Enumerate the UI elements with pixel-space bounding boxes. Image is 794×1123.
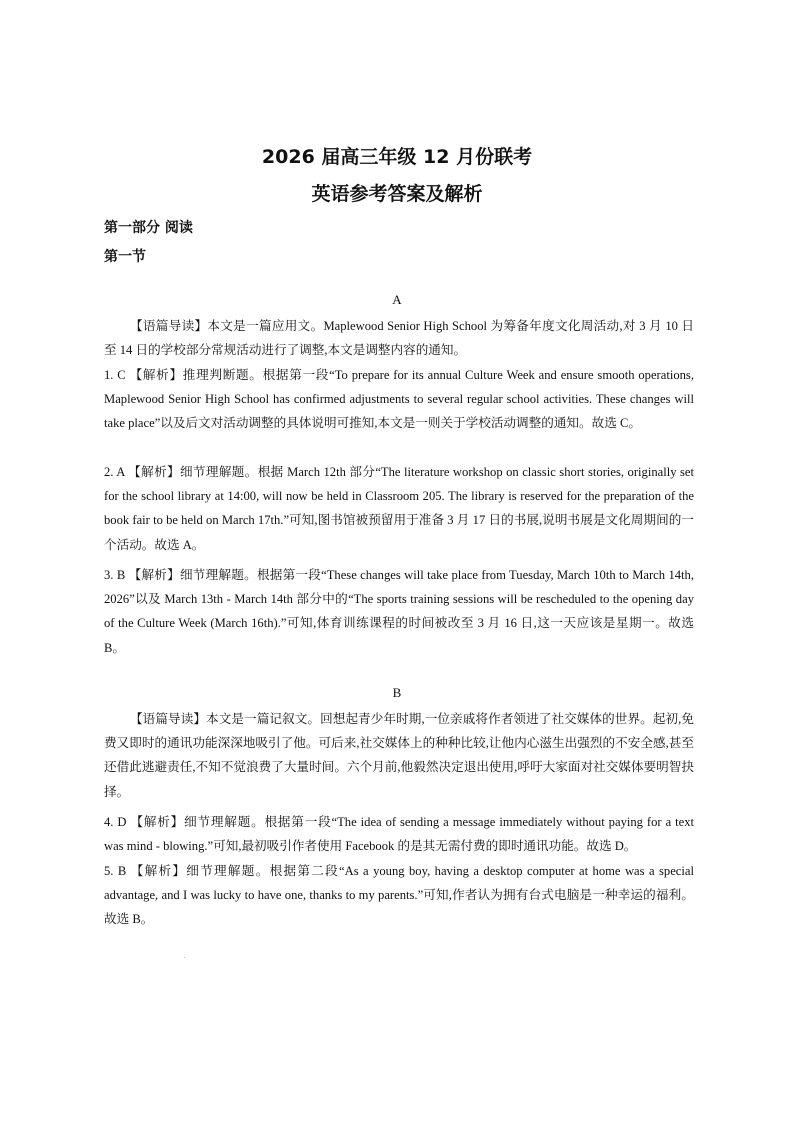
answer-item-4: 4. D 【解析】细节理解题。根据第一段“The idea of sending a message immediately without paying for a text was mind - blowing.”可知,最初吸引作者使用 Facebook 的是其无需付费的即时通讯功能。故选 D。 — [104, 815, 694, 854]
answer-item-3: 3. B 【解析】细节理解题。根据第一段“These changes will take place from Tuesday, March 10th to March 14th, 2026”以及 March 13th - March 14th 部分中的“The sports training sessions will be rescheduled to the opening day of the Culture Week (March 16th).”可知,体育训练课程的时间被改至 3 月 16 日,这一天应该是星期一。故选 B。 — [104, 568, 694, 655]
scan-speck — [184, 957, 185, 958]
answer-item-5: 5. B 【解析】细节理解题。根据第二段“As a young boy, having a desktop computer at home was a special advantage, and I was lucky to have one, thanks to my parents.”可知,作者认为拥有台式电脑是一种幸运的福利。故选 B。 — [104, 864, 694, 927]
passage-b-intro: 【语篇导读】本文是一篇记叙文。回想起青少年时期,一位亲戚将作者领进了社交媒体的世界。起初,免费又即时的通讯功能深深地吸引了他。可后来,社交媒体上的种种比较,让他内心滋生出强烈的不安全感,甚至还借此逃避责任,不知不觉浪费了大量时间。六个月前,他毅然决定退出使用,呼吁大家面对社交媒体要明智抉择。 — [104, 712, 694, 799]
answer-item-2: 2. A 【解析】细节理解题。根据 March 12th 部分“The literature workshop on classic short stories, originally set for the school library at 14:00, will now be held in Classroom 205. The library is reserved for the preparation of the book fair to be held on March 17th.”可知,图书馆被预留用于准备 3 月 17 日的书展,说明书展是文化周期间的一个活动。故选 A。 — [104, 465, 694, 552]
passage-a-label: A — [392, 292, 402, 307]
section-heading: 第一节 — [104, 249, 146, 265]
part-heading: 第一部分 阅读 — [104, 220, 193, 236]
document-subtitle: 英语参考答案及解析 — [311, 183, 483, 205]
passage-a-intro: 【语篇导读】本文是一篇应用文。Maplewood Senior High School 为筹备年度文化周活动,对 3 月 10 日至 14 日的学校部分常规活动进行了调整,本文是调整内容的通知。 — [104, 319, 694, 358]
passage-b-label: B — [392, 685, 402, 700]
document-title: 2026 届高三年级 12 月份联考 — [261, 146, 533, 168]
answer-item-1: 1. C 【解析】推理判断题。根据第一段“To prepare for its annual Culture Week and ensure smooth operations, Maplewood Senior High School has confirmed adjustments to several regular school activities. These changes will take place”以及后文对活动调整的具体说明可推知,本文是一则关于学校活动调整的通知。故选 C。 — [104, 368, 694, 431]
